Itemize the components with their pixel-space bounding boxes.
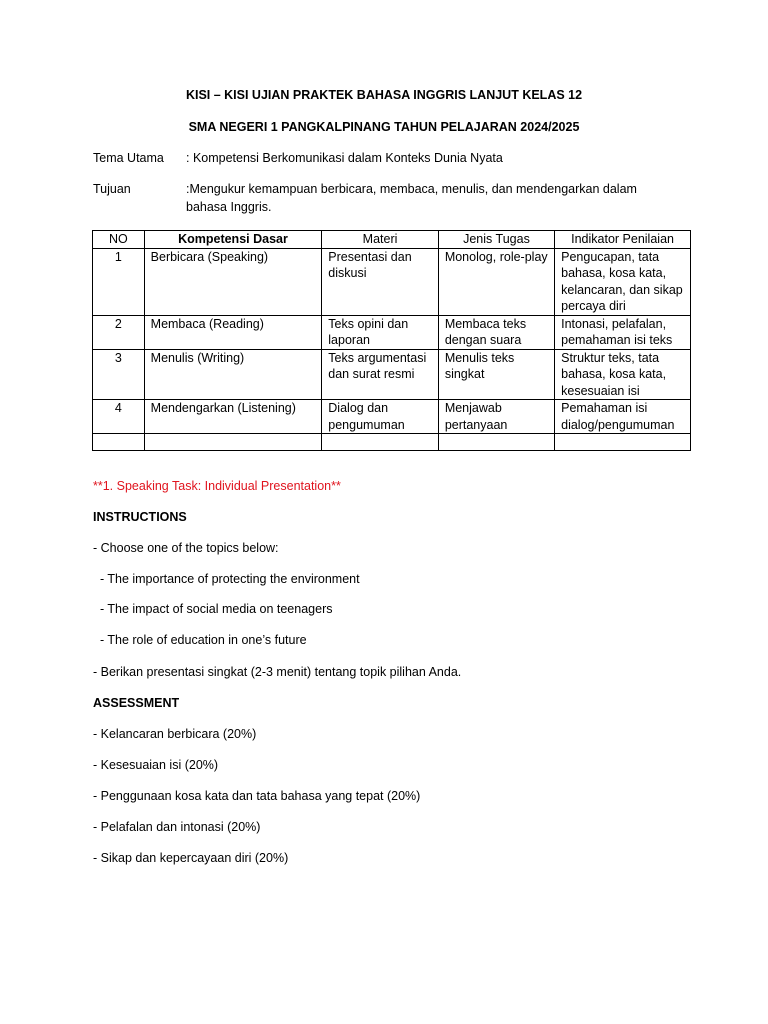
table-cell	[322, 434, 439, 451]
competency-table	[92, 230, 691, 451]
table-cell: Menulis teks singkat	[438, 349, 554, 400]
meta-value: :Mengukur kemampuan berbicara, membaca, menulis, dan mendengarkan dalam bahasa Inggris.	[186, 182, 637, 214]
document-title-line-1: KISI – KISI UJIAN PRAKTEK BAHASA INGGRIS LANJUT KELAS 12	[185, 88, 583, 102]
table-cell	[93, 434, 145, 451]
table-cell: Teks opini dan laporan	[322, 315, 439, 349]
column-header-kompetensi: Kompetensi Dasar	[144, 231, 322, 249]
column-header-materi: Materi	[322, 231, 439, 249]
table-cell: Pemahaman isi dialog/pengumuman	[555, 400, 691, 434]
assessment-label: ASSESSMENT	[93, 696, 180, 710]
table-cell: 1	[93, 248, 145, 315]
table-cell: Pengucapan, tata bahasa, kosa kata, kelancaran, dan sikap percaya diri	[555, 248, 691, 315]
table-cell: Menjawab pertanyaan	[438, 400, 554, 434]
instruction-line: - The importance of protecting the environment	[93, 572, 360, 586]
table-cell: Berbicara (Speaking)	[144, 248, 322, 315]
table-cell: Mendengarkan (Listening)	[144, 400, 322, 434]
table-cell: Membaca (Reading)	[144, 315, 322, 349]
column-header-jenis-tugas: Jenis Tugas	[438, 231, 554, 249]
instruction-line: - The impact of social media on teenagers	[93, 602, 333, 616]
table-row-empty	[93, 434, 691, 451]
table-cell: Teks argumentasi dan surat resmi	[322, 349, 439, 400]
assessment-line: - Penggunaan kosa kata dan tata bahasa yang tepat (20%)	[93, 789, 421, 803]
document-title-line-2: SMA NEGERI 1 PANGKALPINANG TAHUN PELAJARAN 2024/2025	[188, 120, 580, 134]
assessment-line: - Sikap dan kepercayaan diri (20%)	[93, 851, 289, 865]
assessment-line: - Pelafalan dan intonasi (20%)	[93, 820, 261, 834]
instructions-label: INSTRUCTIONS	[93, 510, 187, 524]
table-cell: Membaca teks dengan suara	[438, 315, 554, 349]
table-cell	[144, 434, 322, 451]
meta-label: Tujuan	[93, 182, 131, 196]
table-row	[93, 349, 691, 400]
table-row	[93, 400, 691, 434]
table-cell: Monolog, role-play	[438, 248, 554, 315]
instruction-line: - Berikan presentasi singkat (2-3 menit) tentang topik pilihan Anda.	[93, 665, 462, 679]
table-header-row	[93, 231, 691, 249]
table-cell: Intonasi, pelafalan, pemahaman isi teks	[555, 315, 691, 349]
instruction-line: - The role of education in one’s future	[93, 633, 307, 647]
table-row	[93, 315, 691, 349]
table-cell: 2	[93, 315, 145, 349]
section-heading: **1. Speaking Task: Individual Presentation**	[93, 479, 341, 493]
table-cell	[555, 434, 691, 451]
instruction-line: - Choose one of the topics below:	[93, 541, 279, 555]
column-header-no: NO	[93, 231, 145, 249]
column-header-indikator: Indikator Penilaian	[555, 231, 691, 249]
table-cell: Presentasi dan diskusi	[322, 248, 439, 315]
meta-label: Tema Utama	[93, 151, 164, 165]
table-cell: 3	[93, 349, 145, 400]
meta-value: : Kompetensi Berkomunikasi dalam Konteks Dunia Nyata	[186, 151, 503, 165]
table-cell: Struktur teks, tata bahasa, kosa kata, kesesuaian isi	[555, 349, 691, 400]
assessment-line: - Kesesuaian isi (20%)	[93, 758, 219, 772]
assessment-line: - Kelancaran berbicara (20%)	[93, 727, 257, 741]
table-cell	[438, 434, 554, 451]
table-cell: Dialog dan pengumuman	[322, 400, 439, 434]
table-row	[93, 248, 691, 315]
table-cell: 4	[93, 400, 145, 434]
table-cell: Menulis (Writing)	[144, 349, 322, 400]
